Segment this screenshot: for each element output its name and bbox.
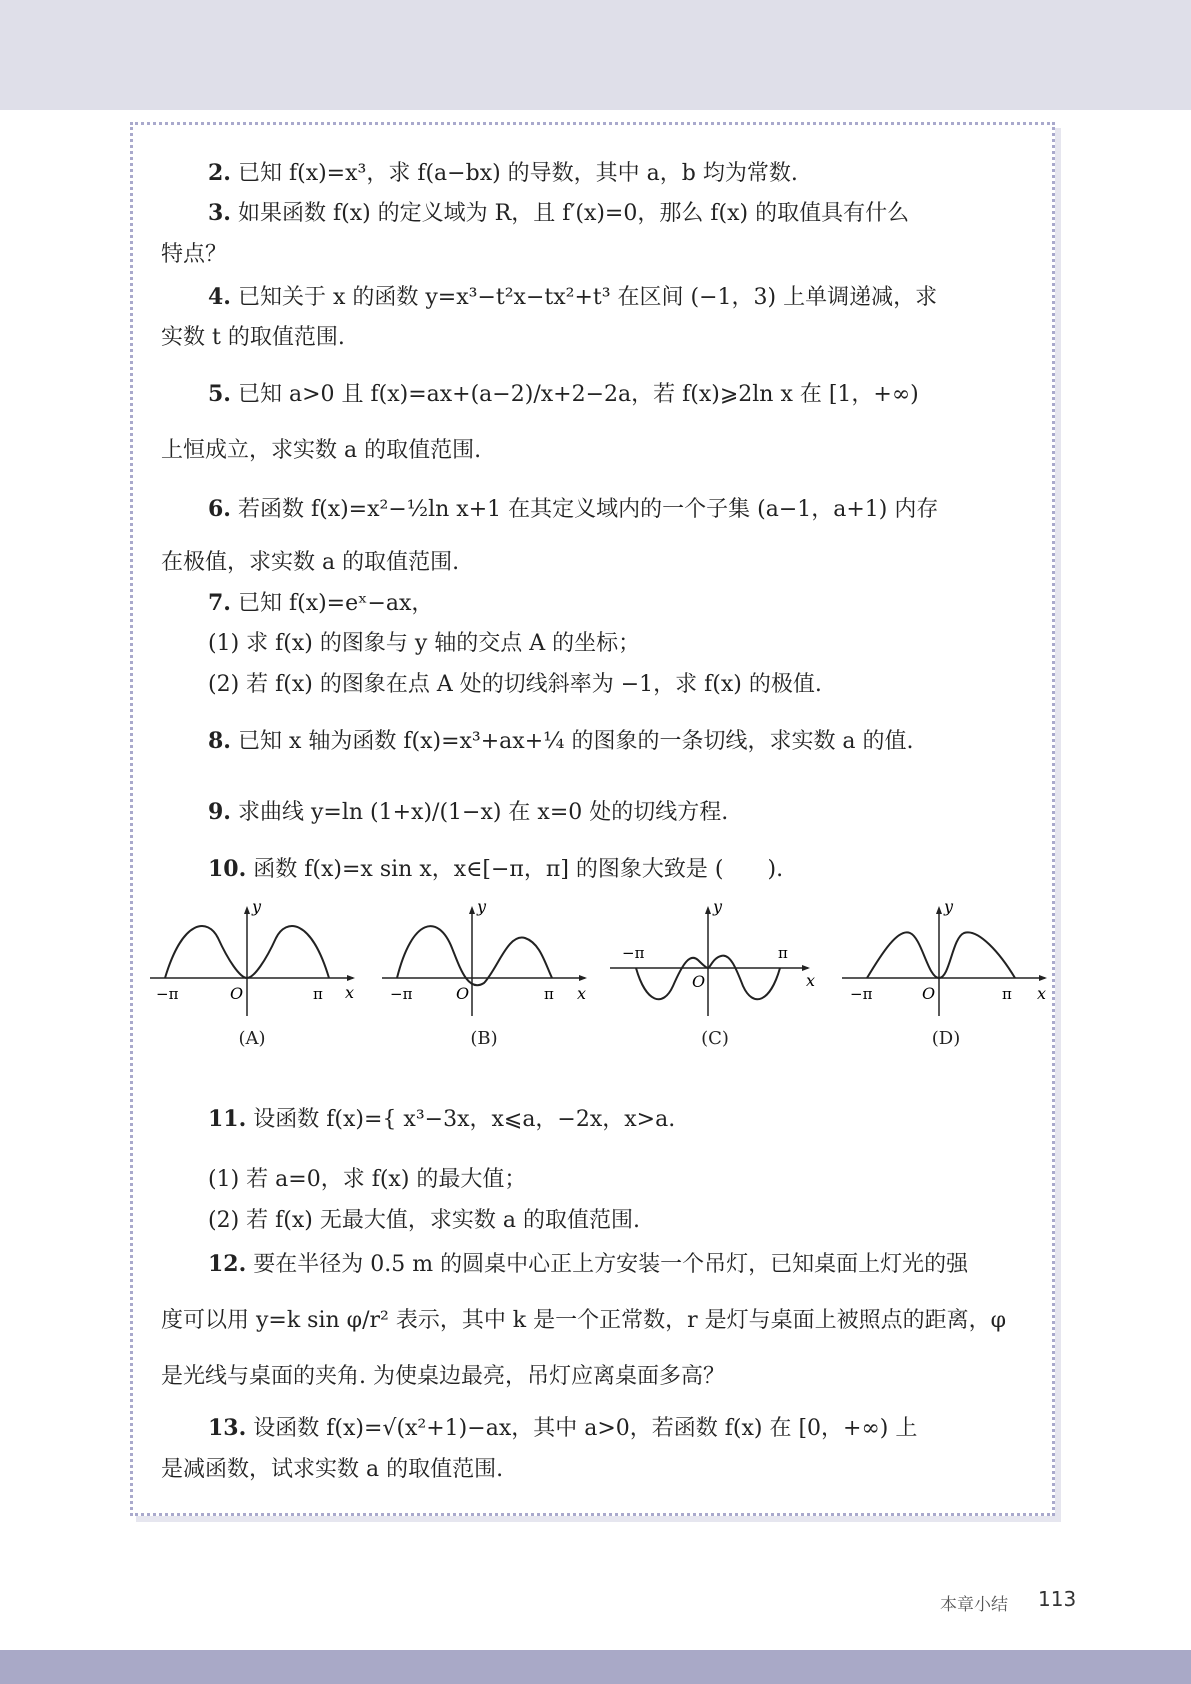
graph-b: [380, 898, 590, 1023]
problem-number: 8.: [208, 728, 231, 754]
problem-10: [208, 854, 783, 885]
neg-pi-label: −π: [390, 985, 413, 1003]
top-margin: [0, 0, 1191, 110]
problem-13: [208, 1413, 917, 1444]
problem-4: [208, 282, 937, 313]
problem-7-part-2: (2) 若 f(x) 的图象在点 A 处的切线斜率为 −1，求 f(x) 的极值.: [208, 672, 822, 697]
origin-label: O: [922, 984, 936, 1003]
pi-label: π: [1002, 985, 1012, 1003]
problem-8: [208, 726, 914, 757]
neg-pi-label: −π: [850, 985, 873, 1003]
problem-text: 已知 a>0 且 f(x)=ax+(a−2)/x+2−2a，若 f(x)⩾2ln x 在 [1，+∞): [237, 382, 919, 407]
option-a-label: (A): [238, 1028, 266, 1049]
problem-number: 9.: [208, 799, 231, 825]
problem-number: 13.: [208, 1415, 247, 1441]
problem-number: 3.: [208, 200, 231, 226]
problem-text: 设函数 f(x)={ x³−3x，x⩽a，−2x，x>a.: [253, 1107, 676, 1132]
problem-3: [208, 198, 909, 229]
origin-label: O: [230, 984, 244, 1003]
neg-pi-label: −π: [622, 944, 645, 962]
problem-text: 已知 x 轴为函数 f(x)=x³+ax+¼ 的图象的一条切线，求实数 a 的值.: [237, 729, 914, 754]
x-axis-label: x: [806, 971, 816, 990]
problem-2: [208, 158, 798, 189]
problem-text: 已知 f(x)=eˣ−ax，: [237, 591, 434, 616]
problem-5-cont: 上恒成立，求实数 a 的取值范围.: [161, 438, 482, 463]
problem-11-part-1: (1) 若 a=0，求 f(x) 的最大值；: [208, 1167, 527, 1192]
pi-label: π: [544, 985, 554, 1003]
problem-7-part-1: (1) 求 f(x) 的图象与 y 轴的交点 A 的坐标；: [208, 631, 641, 656]
origin-label: O: [692, 972, 706, 991]
problem-12: [208, 1249, 968, 1280]
pi-label: π: [778, 944, 788, 962]
chapter-summary-label: 本章小结: [940, 1595, 1008, 1615]
bottom-band: [0, 1650, 1191, 1684]
problem-9: [208, 797, 728, 828]
x-axis-label: x: [1037, 984, 1047, 1003]
x-axis-label: x: [577, 984, 587, 1003]
y-axis-label: y: [477, 898, 487, 916]
y-axis-label: y: [944, 898, 954, 916]
problem-12-cont-1: 度可以用 y=k sin φ/r² 表示，其中 k 是一个正常数，r 是灯与桌面上被照点的距离，φ: [161, 1308, 1007, 1333]
origin-label: O: [456, 984, 470, 1003]
y-axis-label: y: [713, 898, 723, 916]
problem-number: 7.: [208, 590, 231, 616]
problem-7: [208, 588, 433, 619]
option-c-label: (C): [701, 1028, 729, 1049]
problem-4-cont: 实数 t 的取值范围.: [161, 325, 345, 350]
graph-d: [840, 898, 1050, 1023]
problem-number: 12.: [208, 1251, 247, 1277]
problem-6: [208, 494, 938, 525]
option-d-label: (D): [931, 1028, 961, 1049]
problem-number: 2.: [208, 160, 231, 186]
graph-a: [148, 898, 358, 1023]
problem-13-cont: 是减函数，试求实数 a 的取值范围.: [161, 1457, 504, 1482]
problem-number: 4.: [208, 284, 231, 310]
problem-12-cont-2: 是光线与桌面的夹角. 为使桌边最亮，吊灯应离桌面多高？: [161, 1364, 725, 1389]
problem-6-cont: 在极值，求实数 a 的取值范围.: [161, 550, 460, 575]
problem-text: 函数 f(x)=x sin x，x∈[−π，π] 的图象大致是 ( ).: [253, 857, 784, 882]
problem-text: 如果函数 f(x) 的定义域为 R，且 f′(x)=0，那么 f(x) 的取值具有什么: [237, 201, 910, 226]
neg-pi-label: −π: [156, 985, 179, 1003]
problem-11: [208, 1104, 675, 1135]
problem-text: 若函数 f(x)=x²−½ln x+1 在其定义域内的一个子集 (a−1，a+1) 内存: [237, 497, 939, 522]
y-axis-label: y: [252, 898, 262, 916]
problem-text: 已知 f(x)=x³，求 f(a−bx) 的导数，其中 a，b 均为常数.: [237, 161, 798, 186]
page-number: 113: [1038, 1587, 1077, 1611]
problem-number: 5.: [208, 381, 231, 407]
graph-c: [608, 898, 823, 1023]
problem-number: 11.: [208, 1106, 247, 1132]
problem-text: 要在半径为 0.5 m 的圆桌中心正上方安装一个吊灯，已知桌面上灯光的强: [253, 1252, 969, 1277]
problem-text: 已知关于 x 的函数 y=x³−t²x−tx²+t³ 在区间 (−1，3) 上单调递减，求: [237, 285, 938, 310]
problem-11-part-2: (2) 若 f(x) 无最大值，求实数 a 的取值范围.: [208, 1208, 640, 1233]
problem-text: 求曲线 y=ln (1+x)/(1−x) 在 x=0 处的切线方程.: [237, 800, 729, 825]
problem-5: [208, 379, 919, 410]
option-b-label: (B): [470, 1028, 498, 1049]
problem-number: 10.: [208, 856, 247, 882]
problem-3-cont: 特点？: [161, 242, 228, 267]
problem-text: 设函数 f(x)=√(x²+1)−ax，其中 a>0，若函数 f(x) 在 [0，+∞) 上: [253, 1416, 918, 1441]
pi-label: π: [313, 985, 323, 1003]
problem-number: 6.: [208, 496, 231, 522]
x-axis-label: x: [345, 983, 355, 1002]
